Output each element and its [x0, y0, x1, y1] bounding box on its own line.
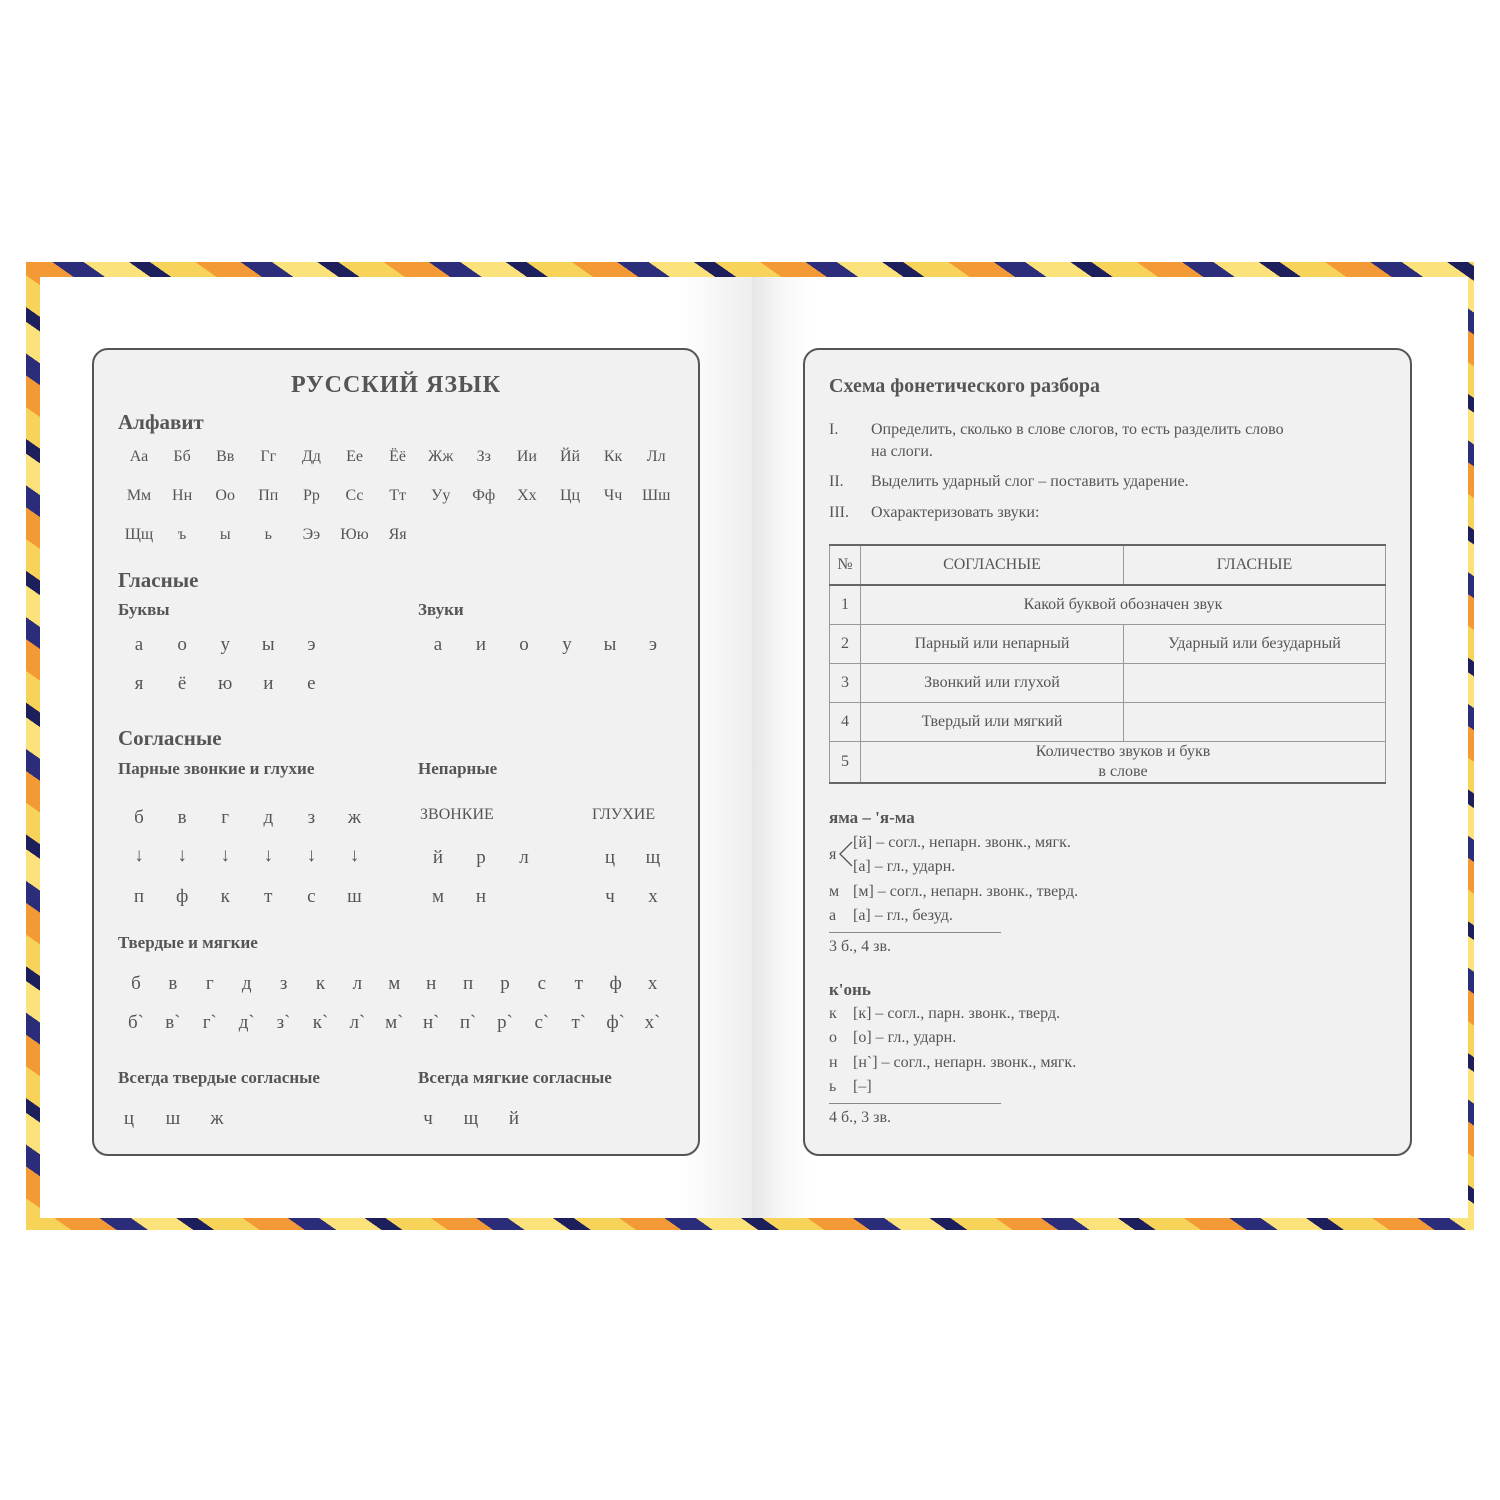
alphabet-letter: Уу [431, 487, 451, 504]
soft-consonant: м` [385, 1012, 404, 1033]
vowel-letter: ю [218, 673, 233, 694]
page-title: РУССКИЙ ЯЗЫК [290, 372, 502, 398]
unpaired-voiceless-letter: ч [605, 886, 615, 907]
unpaired-voiced-letter: м [431, 886, 445, 907]
paired-voiced-letter: д [263, 807, 274, 828]
vowel-sound: и [475, 634, 487, 655]
example-1-letter-a: а [829, 907, 837, 924]
hard-consonant: с [537, 973, 547, 994]
alphabet-letter: Юю [340, 526, 369, 543]
down-arrow-icon: ↓ [349, 845, 360, 866]
row-num: 2 [830, 625, 861, 664]
down-arrow-icon: ↓ [177, 845, 187, 866]
hard-consonant: л [352, 973, 363, 994]
down-arrow-icon: ↓ [134, 845, 144, 866]
vowel-letter: о [177, 634, 187, 655]
vowel-sound: э [648, 634, 658, 655]
soft-consonant: р` [497, 1012, 513, 1033]
row-cell: Парный или непарный [861, 625, 1124, 664]
paired-voiceless-letter: к [220, 886, 230, 907]
vowels-heading: Гласные [118, 568, 199, 592]
col-consonants-header: СОГЛАСНЫЕ [861, 545, 1124, 585]
soft-consonant: х` [644, 1012, 661, 1033]
example-2-line-2: [о] – гл., ударн. [853, 1029, 957, 1046]
row-cell-empty [1124, 703, 1386, 742]
always-soft-letter: ч [423, 1108, 433, 1129]
hard-consonant: д [241, 973, 252, 994]
scheme-title: Схема фонетического разбора [829, 375, 1101, 397]
hard-consonant: п [463, 973, 474, 994]
hard-consonant: г [205, 973, 214, 994]
paired-voiceless-letter: ш [347, 886, 362, 907]
hard-consonant: м [388, 973, 401, 994]
example-2-line-1: [к] – согл., парн. звонк., тверд. [853, 1005, 1061, 1022]
soft-consonant: н` [422, 1012, 440, 1033]
unpaired-voiceless-letter: щ [645, 847, 661, 868]
sounds-heading: Звуки [418, 600, 464, 619]
soft-consonant: д` [238, 1012, 255, 1033]
paired-voiced-letter: з [307, 807, 316, 828]
paired-heading: Парные звонкие и глухие [118, 759, 315, 778]
table-row [830, 742, 1386, 784]
col-vowels-header: ГЛАСНЫЕ [1124, 545, 1386, 585]
example-1-line-4: [а] – гл., безуд. [853, 907, 953, 924]
paired-voiced-letter: в [177, 807, 187, 828]
soft-consonant: в` [165, 1012, 181, 1033]
soft-consonant: б` [128, 1012, 144, 1033]
vowel-letter: ы [261, 634, 275, 655]
row-num: 3 [830, 664, 861, 703]
alphabet-letter: Ее [346, 448, 363, 465]
vowel-letter: я [134, 673, 144, 694]
hard-consonant: б [131, 973, 141, 994]
soft-consonant: ф` [606, 1012, 625, 1033]
vowel-sound: ы [603, 634, 617, 655]
alphabet-letter: ы [219, 526, 231, 543]
step-1-num: I. [829, 421, 839, 438]
unpaired-voiced-letter: й [432, 847, 444, 868]
always-hard-letter: ш [165, 1108, 181, 1129]
step-1-text-cont: на слоги. [871, 443, 933, 460]
table-header-row [830, 545, 1386, 585]
unpaired-voiceless-letter: ц [604, 847, 616, 868]
vowel-letter: ё [177, 673, 187, 694]
vowel-letter: а [134, 634, 144, 655]
paired-voiced-letter: ж [347, 807, 362, 828]
row-cell: Твердый или мягкий [861, 703, 1124, 742]
table-row [830, 585, 1386, 625]
alphabet-letter: Зз [476, 448, 491, 465]
consonants-heading: Согласные [118, 726, 222, 750]
down-arrow-icon: ↓ [263, 845, 274, 866]
paired-voiceless-letter: ф [175, 886, 189, 907]
row-cell: Какой буквой обозначен звук [861, 585, 1386, 625]
always-hard-heading: Всегда твердые согласные [118, 1068, 320, 1087]
row-num: 5 [830, 742, 861, 784]
paired-voiceless-letter: с [307, 886, 316, 907]
unpaired-voiced-letter: р [476, 847, 486, 868]
row-cell-line2: в слове [1098, 763, 1148, 780]
always-soft-heading: Всегда мягкие согласные [418, 1068, 612, 1087]
alphabet-letter: Дд [301, 448, 321, 465]
alphabet-letter: Гг [260, 448, 277, 465]
alphabet-letter: ъ [177, 526, 187, 543]
alphabet-letter: Лл [646, 448, 666, 465]
alphabet-letter: Аа [129, 448, 149, 465]
vowel-letter: е [307, 673, 316, 694]
hard-consonant: х [647, 973, 658, 994]
step-2-text: Выделить ударный слог – поставить ударение. [871, 473, 1189, 490]
alphabet-letter: Чч [603, 487, 623, 504]
alphabet-letter: Ёё [389, 448, 407, 465]
row-cell-empty [1124, 664, 1386, 703]
alphabet-letter: Сс [345, 487, 364, 504]
divider [829, 1103, 1001, 1104]
alphabet-letter: Ээ [302, 526, 321, 543]
alphabet-heading: Алфавит [118, 410, 204, 434]
hard-soft-heading: Твердые и мягкие [118, 933, 258, 952]
always-soft-letter: й [508, 1108, 520, 1129]
example-2-line-3: [н`] – согл., непарн. звонк., мягк. [853, 1054, 1077, 1071]
paired-voiced-letter: б [134, 807, 144, 828]
hard-consonant: т [574, 973, 583, 994]
example-1-letter-m: м [829, 883, 840, 900]
table-row [830, 664, 1386, 703]
example-1-word: яма – 'я-ма [829, 808, 915, 827]
branch-icon [838, 838, 854, 868]
always-hard-letter: ж [210, 1108, 224, 1129]
col-num-header: № [830, 545, 861, 585]
table-row [830, 703, 1386, 742]
example-1-line-3: [м] – согл., непарн. звонк., тверд. [853, 883, 1079, 900]
letters-heading: Буквы [118, 600, 170, 619]
row-cell: Ударный или безударный [1124, 625, 1386, 664]
hard-consonant: з [279, 973, 288, 994]
step-2-num: II. [829, 473, 844, 490]
example-2-line-4: [–] [853, 1078, 872, 1095]
soft-consonant: г` [202, 1012, 217, 1033]
unpaired-heading: Непарные [418, 759, 498, 778]
table-row [830, 625, 1386, 664]
soft-consonant: к` [312, 1012, 329, 1033]
alphabet-letter: Тт [389, 487, 406, 504]
alphabet-letter: Оо [215, 487, 235, 504]
example-2-word: к'онь [829, 980, 871, 999]
alphabet-letter: Шш [641, 487, 671, 504]
hard-consonant: к [315, 973, 326, 994]
unpaired-voiced-letter: н [475, 886, 487, 907]
alphabet-letter: Мм [126, 487, 152, 504]
alphabet-letter: Ии [516, 448, 537, 465]
voiced-label: ЗВОНКИЕ [420, 806, 494, 823]
row-num: 4 [830, 703, 861, 742]
unpaired-voiceless-letter: х [648, 886, 658, 907]
example-1-line-2: [а] – гл., ударн. [853, 858, 956, 875]
paired-voiceless-letter: п [133, 886, 145, 907]
example-2-letter-n: н [829, 1054, 838, 1071]
alphabet-letter: Йй [559, 448, 581, 465]
russian-language-panel [92, 348, 700, 1156]
unpaired-voiced-letter: л [519, 847, 529, 868]
example-1-total: 3 б., 4 зв. [829, 938, 892, 955]
alphabet-letter: Бб [173, 448, 191, 465]
down-arrow-icon: ↓ [306, 845, 317, 866]
alphabet-letter: Нн [172, 487, 193, 504]
alphabet-letter: Вв [216, 448, 235, 465]
row-cell-line1: Количество звуков и букв [1035, 743, 1211, 760]
row-cell [861, 742, 1386, 784]
down-arrow-icon: ↓ [220, 845, 230, 866]
example-2-letter-soft: ь [829, 1078, 837, 1095]
hard-consonant: ф [609, 973, 622, 994]
step-3-num: III. [829, 504, 849, 521]
example-2-letter-k: к [829, 1005, 837, 1022]
example-2-letter-o: о [829, 1029, 837, 1046]
row-num: 1 [830, 585, 861, 625]
alphabet-letter: Жж [427, 448, 454, 465]
alphabet-letter: Цц [559, 487, 581, 504]
alphabet-letter: Яя [388, 526, 407, 543]
alphabet-letter: Хх [517, 487, 537, 504]
vowel-letter: у [220, 634, 230, 655]
hard-consonant: р [500, 973, 510, 994]
alphabet-letter: Щщ [124, 526, 154, 543]
vowel-sound: о [519, 634, 529, 655]
hard-consonant: н [426, 973, 437, 994]
alphabet-letter: Кк [603, 448, 623, 465]
soft-consonant: с` [534, 1012, 550, 1033]
step-1-text: Определить, сколько в слове слогов, то есть разделить слово [871, 421, 1284, 438]
example-1-line-1: [й] – согл., непарн. звонк., мягк. [853, 834, 1071, 851]
example-2-total: 4 б., 3 зв. [829, 1109, 892, 1126]
soft-consonant: з` [276, 1012, 291, 1033]
alphabet-letter: Рр [302, 487, 320, 504]
paired-voiced-letter: г [221, 807, 230, 828]
alphabet-letter: Фф [472, 487, 496, 504]
vowel-letter: и [263, 673, 274, 694]
row-cell: Звонкий или глухой [861, 664, 1124, 703]
vowel-sound: а [433, 634, 443, 655]
alphabet-letter: ь [264, 526, 272, 543]
phonetic-table [829, 544, 1386, 784]
hard-consonant: в [168, 973, 178, 994]
example-1-letter-ya: я [829, 846, 837, 863]
always-soft-letter: щ [463, 1108, 479, 1129]
always-hard-letter: ц [123, 1108, 135, 1129]
soft-consonant: л` [349, 1012, 366, 1033]
soft-consonant: т` [571, 1012, 587, 1033]
vowel-sound: у [562, 634, 572, 655]
paired-voiceless-letter: т [264, 886, 273, 907]
voiceless-label: ГЛУХИЕ [592, 806, 656, 823]
step-3-text: Охарактеризовать звуки: [871, 504, 1040, 521]
divider [829, 932, 1001, 933]
soft-consonant: п` [459, 1012, 477, 1033]
vowel-letter: э [307, 634, 316, 655]
alphabet-letter: Пп [258, 487, 279, 504]
